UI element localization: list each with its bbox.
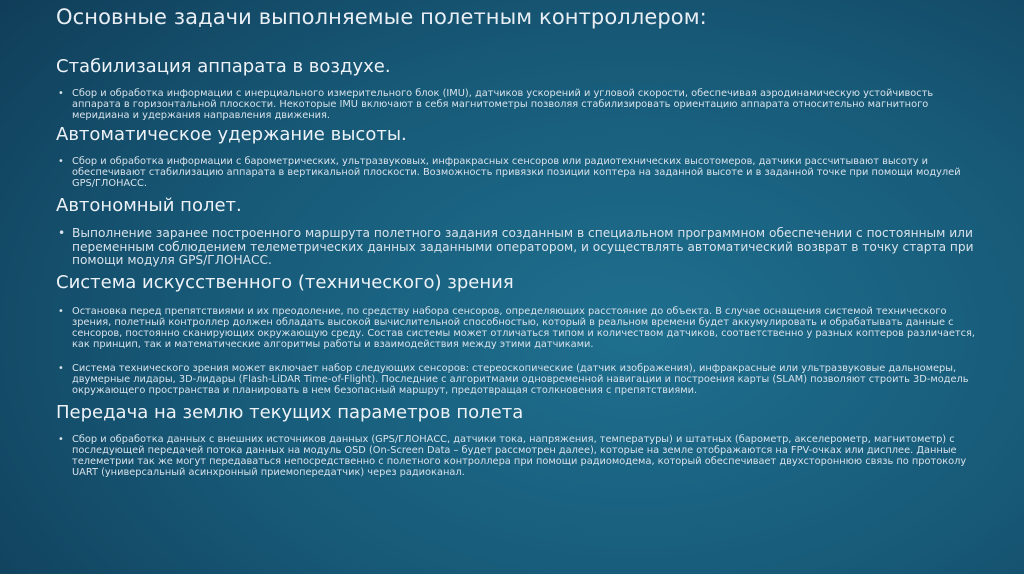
bullet-stabilization: • Сбор и обработка информации с инерциального измерительного блок (IMU), датчиков ускорений и угловой скорости, обеспечивая аэродинамическую устойчивость аппарата в горизонтальной плоскости. Некоторые IMU включают в себя магнитометры позволяя стабилизировать ориентацию аппарата относительно магнитного меридиана и удержания направления движения. bbox=[56, 88, 976, 121]
slide-content bbox=[56, 4, 976, 570]
bullet-autonomous-flight: • Выполнение заранее построенного маршрута полетного задания созданным в специальном программном обеспечении с постоянным или переменным соблюдением телеметрических данных заданными оператором, и осуществлять автоматический возврат в точку старта при помощи модуля GPS/ГЛОНАСС. bbox=[56, 227, 976, 268]
heading-stabilization: Стабилизация аппарата в воздухе. bbox=[56, 56, 391, 77]
bullet-computer-vision-sensors: • Система технического зрения может включает набор следующих сенсоров: стереоскопические (датчик изображения), инфракрасные или ультразвуковые дальномеры, двумерные лидары, 3D-лидары (Flash-LiDAR Time-of-Flight). Последние с алгоритмами одновременной навигации и построения карты (SLAM) позволяют строить 3D-модель окружающего пространства и планировать в нем безопасный маршрут, предотвращая столкновения с препятствиями. bbox=[56, 363, 976, 396]
heading-altitude-hold: Автоматическое удержание высоты. bbox=[56, 124, 407, 145]
bullet-altitude-hold: • Сбор и обработка информации с барометрических, ультразвуковых, инфракрасных сенсоров или радиотехнических высотомеров, датчики рассчитывают высоту и обеспечивают стабилизацию аппарата в вертикальной плоскости. Возможность привязки позиции коптера на заданной высоте и в заданной точке при помощи модулей GPS/ГЛОНАСС. bbox=[56, 156, 976, 189]
bullet-computer-vision-obstacles: • Остановка перед препятствиями и их преодоление, по средству набора сенсоров, определяющих расстояние до объекта. В случае оснащения системой технического зрения, полетный контроллер должен обладать высокой вычислительной способностью, который в реальном времени будет аккумулировать и обрабатывать данные с сенсоров, постоянно сканирующих окружающую среду. Состав системы может отличаться типом и количеством датчиков, соответственно у разных коптеров различается, как принцип, так и математические алгоритмы работы и взаимодействия между этими датчиками. bbox=[56, 306, 976, 350]
slide-title: Основные задачи выполняемые полетным контроллером: bbox=[56, 5, 707, 29]
heading-telemetry: Передача на землю текущих параметров полета bbox=[56, 401, 524, 423]
heading-autonomous-flight: Автономный полет. bbox=[56, 195, 242, 216]
bullet-telemetry: • Сбор и обработка данных с внешних источников данных (GPS/ГЛОНАСС, датчики тока, напряжения, температуры) и штатных (барометр, акселерометр, магнитометр) с последующей передачей потока данных на модуль OSD (On-Screen Data – будет рассмотрен далее), которые на земле отображаются на FPV-очках или дисплее. Данные телеметрии так же могут передаваться непосредственно с полетного контроллера при помощи радиомодема, который обеспечивает двухстороннюю связь по протоколу UART (универсальный асинхронный приемопередатчик) через радиоканал. bbox=[56, 434, 976, 478]
heading-computer-vision: Система искусственного (технического) зрения bbox=[56, 271, 514, 293]
